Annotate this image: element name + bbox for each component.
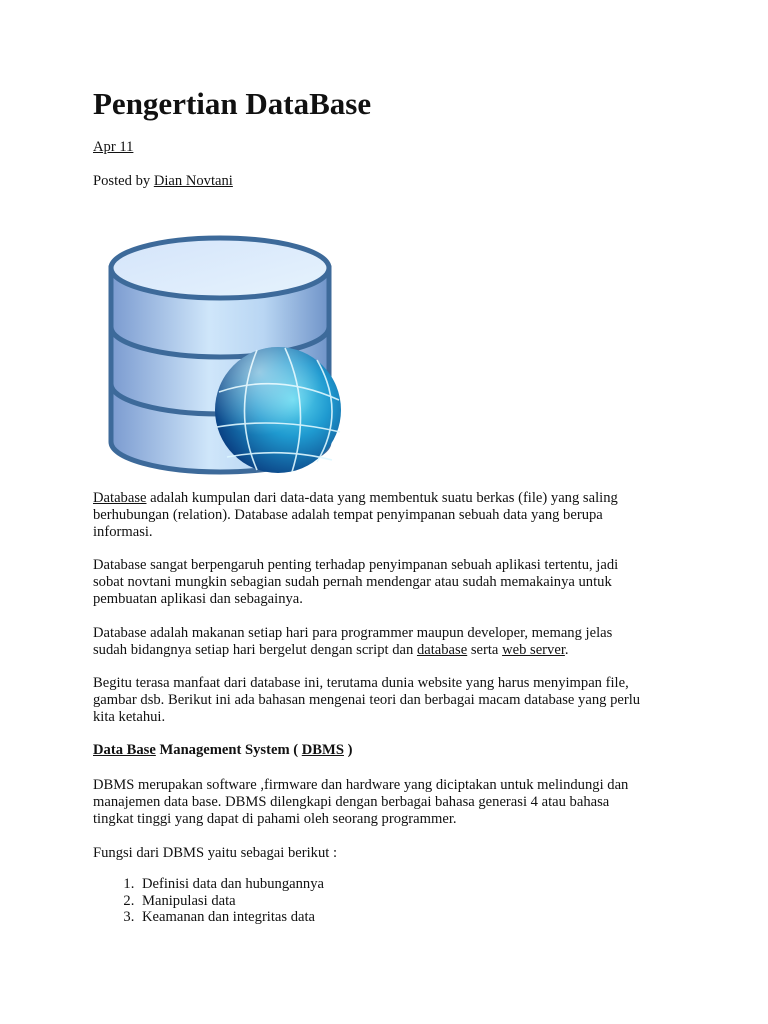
text: . bbox=[564, 642, 569, 658]
paragraph-3 bbox=[93, 625, 693, 659]
paragraph-4 bbox=[93, 675, 693, 726]
post-date-link[interactable]: Apr 11 bbox=[93, 139, 134, 155]
text: kita ketahui. bbox=[93, 709, 166, 725]
text: adalah kumpulan dari data-data yang membentuk suatu berkas (file) yang saling bbox=[146, 490, 618, 506]
text: tingkat tinggi yang dapat di pahami oleh seorang programmer. bbox=[93, 811, 457, 827]
text: berhubungan (relation). Database adalah tempat penyimpanan sebuah data yang berupa bbox=[93, 507, 603, 523]
paragraph-2 bbox=[93, 557, 693, 608]
web-server-link[interactable]: web server bbox=[502, 642, 565, 658]
page-title: Pengertian DataBase bbox=[93, 86, 372, 121]
database-link-2[interactable]: database bbox=[416, 642, 468, 658]
dbms-link[interactable]: DBMS bbox=[301, 742, 344, 758]
text: DBMS merupakan software ,firmware dan hardware yang diciptakan untuk melindungi dan bbox=[93, 777, 629, 793]
dbms-functions-list bbox=[93, 876, 324, 926]
text: manajemen data base. DBMS dilengkapi dengan berbagai bahasa generasi 4 atau bahasa bbox=[93, 794, 610, 810]
text: Begitu terasa manfaat dari database ini, terutama dunia website yang harus menyimpan file, bbox=[93, 675, 629, 691]
text: gambar dsb. Berikut ini ada bahasan mengenai teori dan berbagai macam database yang perlu bbox=[93, 692, 641, 708]
database-link[interactable]: Database bbox=[93, 490, 147, 506]
text: Management System ( bbox=[155, 742, 302, 758]
text: serta bbox=[467, 642, 503, 658]
text: informasi. bbox=[93, 524, 153, 540]
text: pembuatan aplikasi dan sebagainya. bbox=[93, 591, 303, 607]
text: sobat novtani mungkin sebagian sudah pernah mendengar atau sudah memakainya untuk bbox=[93, 574, 612, 590]
text: Database adalah makanan setiap hari para programmer maupun developer, memang jelas bbox=[93, 625, 613, 641]
post-date bbox=[93, 139, 133, 156]
paragraph-1 bbox=[93, 490, 693, 541]
text: ) bbox=[343, 742, 353, 758]
dbms-heading bbox=[93, 742, 352, 759]
paragraph-6: Fungsi dari DBMS yaitu sebagai berikut : bbox=[93, 845, 338, 861]
text: Database sangat berpengaruh penting terhadap penyimpanan sebuah aplikasi tertentu, jadi bbox=[93, 557, 619, 573]
text: sudah bidangnya setiap hari bergelut dengan script dan bbox=[93, 642, 417, 658]
post-byline bbox=[93, 173, 233, 190]
list-item: 3. Keamanan dan integritas data bbox=[138, 909, 324, 926]
list-item: 1. Definisi data dan hubungannya bbox=[138, 876, 324, 893]
author-link[interactable]: Dian Novtani bbox=[153, 173, 233, 189]
list-item: 2. Manipulasi data bbox=[138, 893, 324, 910]
posted-by-label: Posted by bbox=[93, 173, 154, 189]
database-globe-icon bbox=[107, 232, 347, 482]
data-base-link[interactable]: Data Base bbox=[93, 742, 156, 758]
paragraph-5 bbox=[93, 777, 693, 828]
